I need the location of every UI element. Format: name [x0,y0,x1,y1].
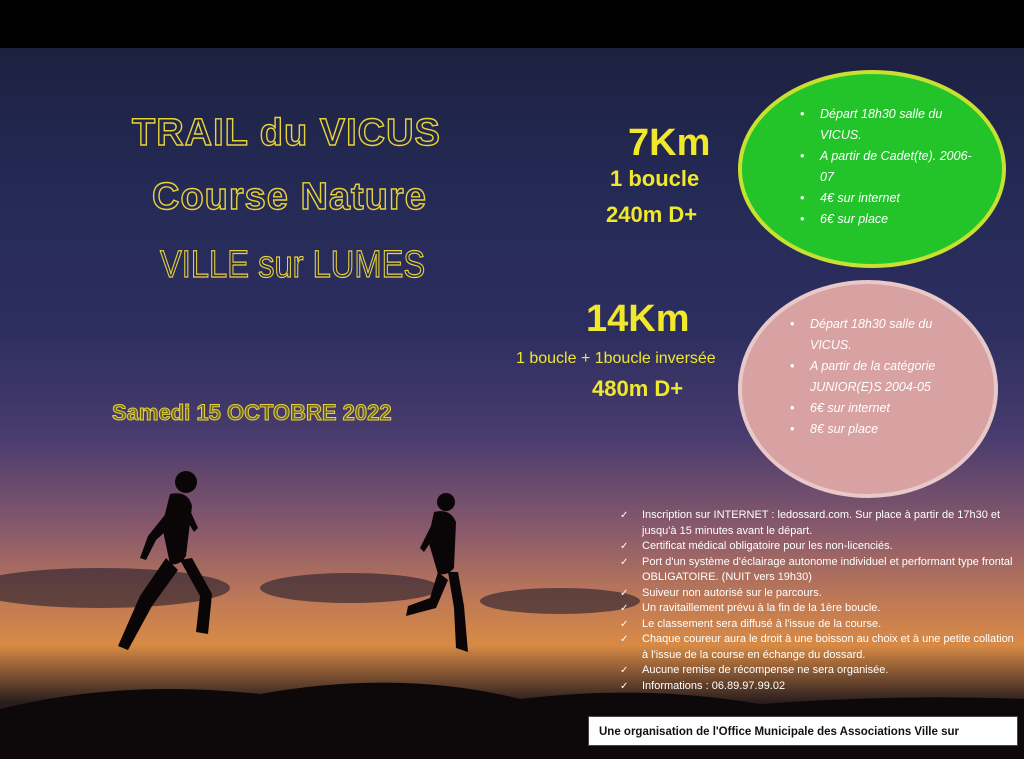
event-date: Samedi 15 OCTOBRE 2022 [112,400,392,425]
race-14km-detail: • Départ 18h30 salle du VICUS. [784,314,964,356]
race-14km-distance: 14Km [586,298,690,340]
info-checklist [620,508,1018,694]
runner-silhouette-left [100,466,220,666]
info-item: ✓ Un ravitaillement prévu à la fin de la 1ère boucle. [620,601,1018,617]
race-7km-detail: • Départ 18h30 salle du VICUS. [794,104,974,146]
race-7km-loops: 1 boucle [610,166,700,191]
info-item: ✓ Aucune remise de récompense ne sera organisée. [620,663,1018,679]
cloud [480,588,640,614]
info-item: ✓ Port d'un système d'éclairage autonome individuel et performant type frontal OBLIGATOIRE. (NUIT vers 19h30) [620,555,1018,586]
race-7km-distance: 7Km [628,122,711,164]
race-14km-elevation: 480m D+ [592,376,684,401]
race-7km-details [794,104,974,230]
poster-title-line-3: VILLE sur LUMES [160,244,426,286]
race-14km-details [784,314,964,440]
race-14km-detail: • 8€ sur place [784,419,964,440]
race-7km-detail: • A partir de Cadet(te). 2006-07 [794,146,974,188]
info-item: ✓ Suiveur non autorisé sur le parcours. [620,586,1018,602]
info-item: ✓ Informations : 06.89.97.99.02 [620,679,1018,695]
poster-title-line-1: TRAIL du VICUS [132,112,441,154]
race-7km-elevation: 240m D+ [606,202,698,227]
race-7km-detail: • 6€ sur place [794,209,974,230]
event-poster [0,48,1024,759]
info-item: ✓ Le classement sera diffusé à l'issue de la course. [620,617,1018,633]
info-item: ✓ Chaque coureur aura le droit à une boisson au choix et à une petite collation à l'issue de la course en échange du dossard. [620,632,1018,663]
race-14km-loops: 1 boucle + 1boucle inversée [516,350,716,367]
organizer-footer: Une organisation de l'Office Municipale des Associations Ville sur [588,716,1018,746]
race-14km-detail: • 6€ sur internet [784,398,964,419]
runner-silhouette-right [398,488,488,668]
poster-title-line-2: Course Nature [152,176,427,218]
race-7km-detail: • 4€ sur internet [794,188,974,209]
info-item: ✓ Certificat médical obligatoire pour les non-licenciés. [620,539,1018,555]
info-item: ✓ Inscription sur INTERNET : ledossard.com. Sur place à partir de 17h30 et jusqu'à 15 minutes avant le départ. [620,508,1018,539]
race-14km-detail: • A partir de la catégorie JUNIOR(E)S 2004-05 [784,356,964,398]
